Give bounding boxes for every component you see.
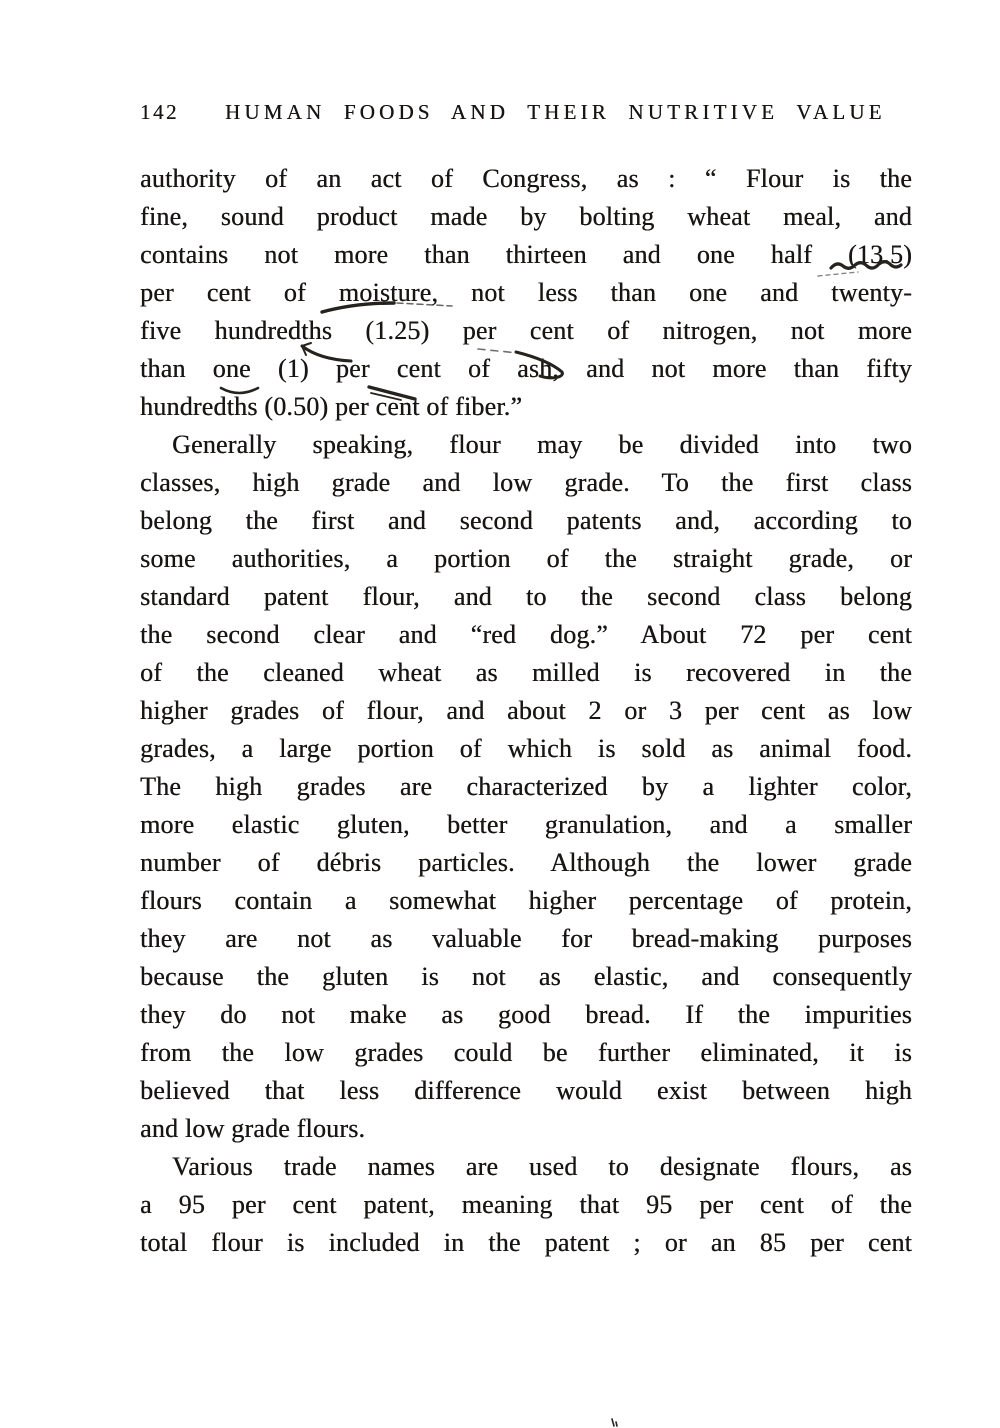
page-body xyxy=(140,160,912,1262)
text-line: of the cleaned wheat as milled is recovered in the xyxy=(140,658,912,687)
paragraph xyxy=(140,1148,912,1262)
text-line: contains not more than thirteen and one half (13.5) xyxy=(140,240,912,269)
chapter-title: HUMAN FOODS AND THEIR NUTRITIVE VALUE xyxy=(225,100,886,124)
text-line: classes, high grade and low grade. To the first class xyxy=(140,468,912,497)
text-line: believed that less difference would exist between high xyxy=(140,1076,912,1105)
text-line: Generally speaking, flour may be divided into two xyxy=(172,430,912,459)
text-line: standard patent flour, and to the second class belong xyxy=(140,582,912,611)
text-line: higher grades of flour, and about 2 or 3 per cent as low xyxy=(140,696,912,725)
page-number: 142 xyxy=(140,100,179,124)
text-line: total flour is included in the patent ; or an 85 per cent xyxy=(140,1228,912,1257)
text-line: per cent of moisture, not less than one and twenty- xyxy=(140,278,912,307)
text-line: The high grades are characterized by a lighter color, xyxy=(140,772,912,801)
text-line: hundredths (0.50) per cent of fiber.” xyxy=(140,392,523,421)
text-line: and low grade flours. xyxy=(140,1114,366,1143)
text-line: more elastic gluten, better granulation, and a smaller xyxy=(140,810,912,839)
text-line: a 95 per cent patent, meaning that 95 per cent of the xyxy=(140,1190,912,1219)
text-line: flours contain a somewhat higher percentage of protein, xyxy=(140,886,912,915)
text-line: authority of an act of Congress, as : “ Flour is the xyxy=(140,164,912,193)
text-line: belong the first and second patents and, according to xyxy=(140,506,912,535)
text-line: from the low grades could be further eliminated, it is xyxy=(140,1038,912,1067)
text-line: they do not make as good bread. If the impurities xyxy=(140,1000,912,1029)
text-line: Various trade names are used to designate flours, as xyxy=(172,1152,912,1181)
paragraph xyxy=(140,160,912,426)
text-line: grades, a large portion of which is sold as animal food. xyxy=(140,734,912,763)
paragraph xyxy=(140,426,912,1148)
text-line: because the gluten is not as elastic, and consequently xyxy=(140,962,912,991)
text-line: they are not as valuable for bread-making purposes xyxy=(140,924,912,953)
text-line: than one (1) per cent of ash, and not more than fifty xyxy=(140,354,912,383)
text-line: number of débris particles. Although the lower grade xyxy=(140,848,912,877)
ink-speck-bottom xyxy=(612,1419,617,1426)
text-line: fine, sound product made by bolting wheat meal, and xyxy=(140,202,912,231)
text-line: the second clear and “red dog.” About 72 per cent xyxy=(140,620,912,649)
running-head xyxy=(140,100,912,125)
text-line: some authorities, a portion of the straight grade, or xyxy=(140,544,912,573)
text-line: five hundredths (1.25) per cent of nitrogen, not more xyxy=(140,316,912,345)
